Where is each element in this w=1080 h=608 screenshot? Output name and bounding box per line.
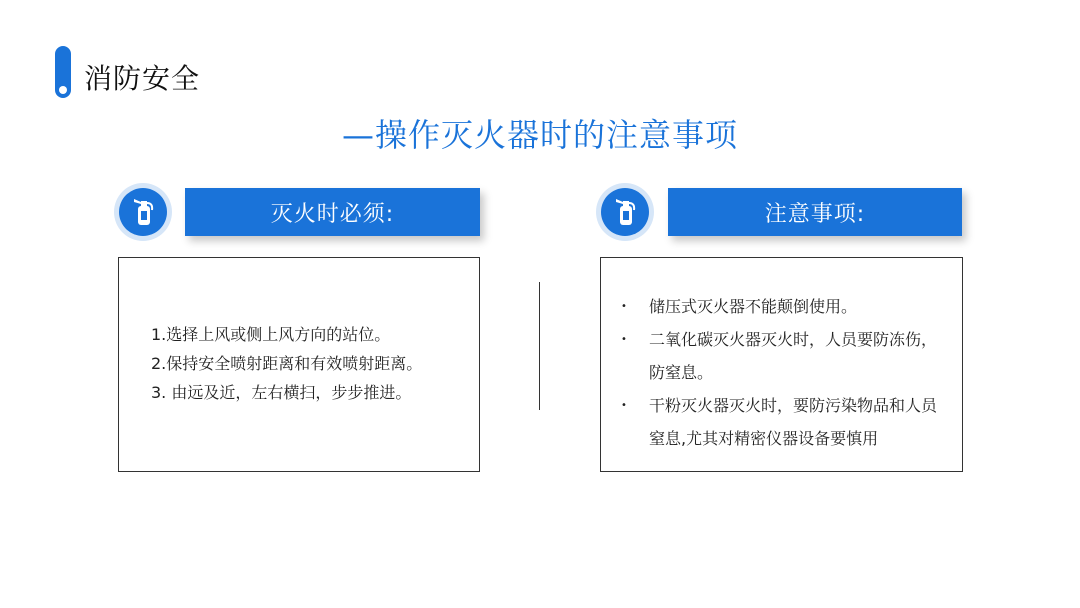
page-subtitle: —操作灭火器时的注意事项	[341, 116, 738, 154]
right-panel-content	[600, 257, 963, 472]
list-item-text: 干粉灭火器灭火时，要防污染物品和人员窒息,尤其对精密仪器设备要慎用	[649, 396, 938, 448]
right-panel-heading: 注意事项:	[668, 188, 962, 236]
center-divider	[539, 282, 540, 410]
left-panel-list	[151, 320, 422, 407]
bullet: •	[621, 400, 627, 411]
list-item	[621, 389, 950, 455]
left-panel-content	[118, 257, 480, 472]
fire-extinguisher-icon	[601, 188, 649, 236]
bullet: •	[621, 334, 627, 345]
title-accent-bar	[55, 46, 71, 98]
list-item	[621, 323, 950, 389]
list-item-text: 二氧化碳灭火器灭火时，人员要防冻伤，防窒息。	[649, 330, 938, 382]
page-title: 消防安全	[84, 62, 201, 95]
list-item: 1.选择上风或侧上风方向的站位。	[151, 325, 391, 344]
fire-extinguisher-icon	[119, 188, 167, 236]
bullet: •	[621, 301, 627, 312]
list-item-text: 储压式灭火器不能颠倒使用。	[649, 297, 858, 316]
list-item: 3. 由远及近，左右横扫，步步推进。	[151, 383, 412, 402]
list-item	[621, 290, 950, 323]
left-panel-heading: 灭火时必须:	[185, 188, 480, 236]
list-item: 2.保持安全喷射距离和有效喷射距离。	[151, 354, 423, 373]
right-panel-list	[621, 290, 950, 455]
title-accent-dot	[59, 86, 67, 94]
